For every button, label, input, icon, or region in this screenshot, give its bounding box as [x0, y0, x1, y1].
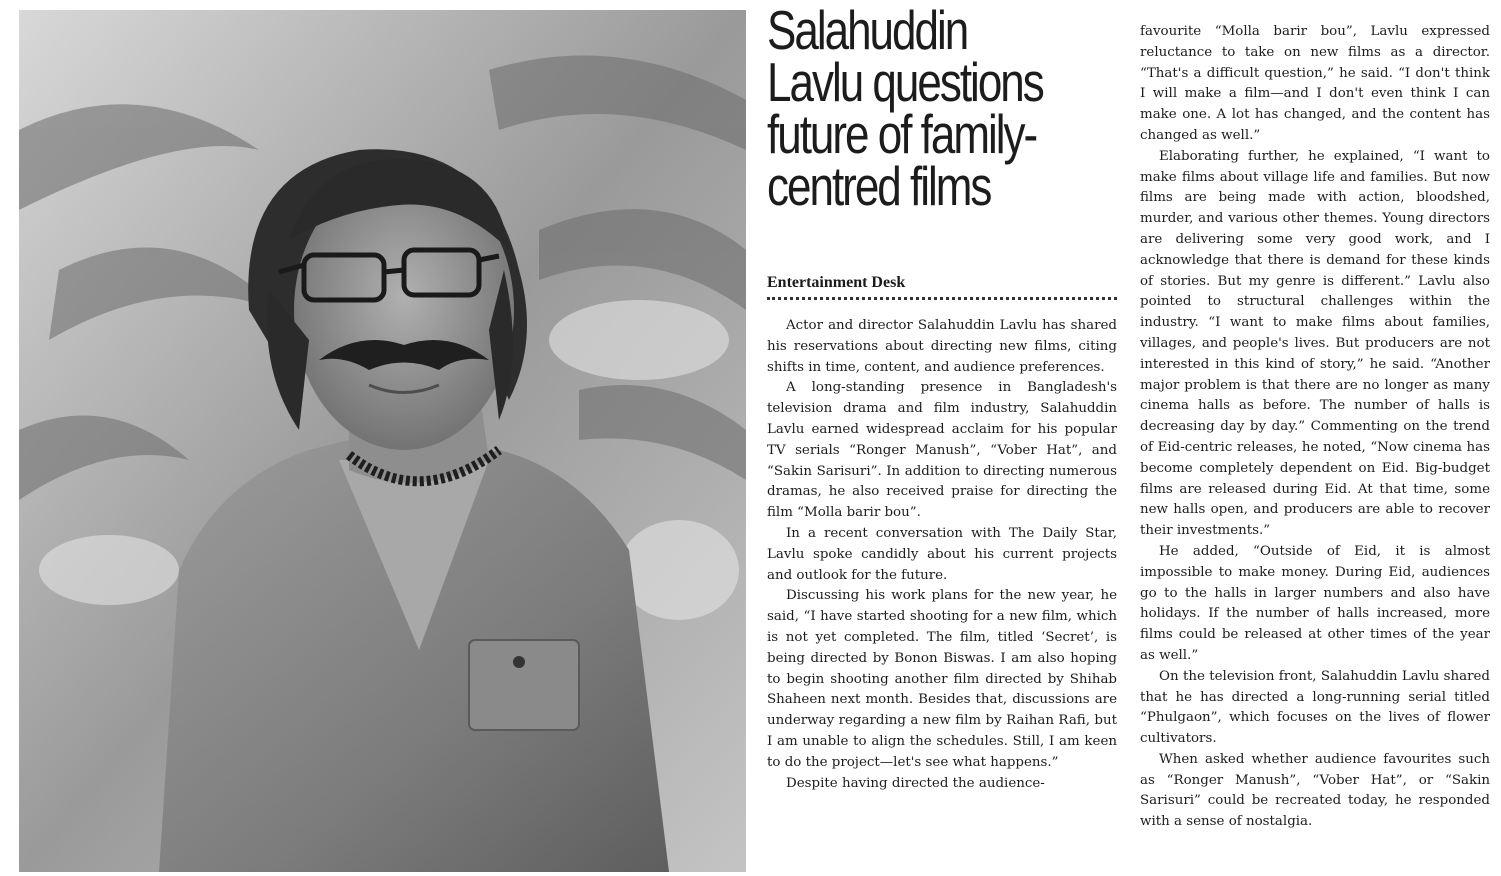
paragraph: Elaborating further, he explained, “I want to make films about village life and families. But now films are being made with action, bloodshed, murder, and various other themes. Young directors are delivering some very good work, and I acknowledge that there is demand for these kinds of stories. But my genre is different.” Lavlu also pointed to structural challenges within the industry. “I want to make films about families, villages, and people's lives. But producers are not interested in this kind of story,” he said. “Another major problem is that there are no longer as many cinema halls as before. The number of halls is decreasing day by day.” Commenting on the trend of Eid-centric releases, he noted, “Now cinema has become completely dependent on Eid. Big-budget films are released during Eid. At that time, some new halls open, and producers are able to recover their investments.” — [1140, 148, 1490, 539]
paragraph: In a recent conversation with The Daily Star, Lavlu spoke candidly about his current projects and outlook for the future. — [767, 525, 1117, 583]
portrait-illustration-icon — [19, 10, 746, 872]
headline: Salahuddin Lavlu questions future of family-centred films — [767, 0, 1043, 217]
paragraph: Actor and director Salahuddin Lavlu has shared his reservations about directing new films, citing shifts in time, content, and audience preferences. — [767, 318, 1117, 375]
byline: Entertainment Desk — [767, 274, 906, 291]
paragraph: favourite “Molla barir bou”, Lavlu expressed reluctance to take on new films as a director. “That's a difficult question,” he said. “I don't think I will make a film—and I don't even think I can make one. A lot has changed, and the content has changed as well.” — [1140, 24, 1490, 143]
paragraph: Despite having directed the audience- — [786, 775, 1045, 791]
portrait-photo — [19, 10, 746, 872]
paragraph: He added, “Outside of Eid, it is almost impossible to make money. During Eid, audiences go to the halls in larger numbers and also have holidays. If the number of halls increased, more films could be released at other times of the year as well.” — [1140, 543, 1490, 663]
paragraph: A long-standing presence in Bangladesh's television drama and film industry, Salahuddin Lavlu earned widespread acclaim for his popular TV serials “Ronger Manush”, “Vober Hat”, and “Sakin Sarisuri”. In addition to directing numerous dramas, he also received praise for directing the film “Molla barir bou”. — [767, 380, 1117, 521]
paragraph: Discussing his work plans for the new year, he said, “I have started shooting for a new film, which is not yet completed. The film, titled ‘Secret’, is being directed by Bonon Biswas. I am also hoping to begin shooting another film directed by Shihab Shaheen next month. Besides that, discussions are underway regarding a new film by Raihan Rafi, but I am unable to align the schedules. Still, I am keen to do the project—let's see what happens.” — [767, 588, 1117, 770]
paragraph: On the television front, Salahuddin Lavlu shared that he has directed a long-running serial titled “Phulgaon”, which focuses on the lives of flower cultivators. — [1140, 668, 1490, 747]
article-column-2 — [1140, 22, 1490, 854]
article-column-1 — [767, 316, 1117, 854]
paragraph: When asked whether audience favourites such as “Ronger Manush”, “Vober Hat”, or “Sakin Sarisuri” could be recreated today, he responded with a sense of nostalgia. — [1140, 751, 1490, 830]
byline-divider — [767, 297, 1117, 300]
